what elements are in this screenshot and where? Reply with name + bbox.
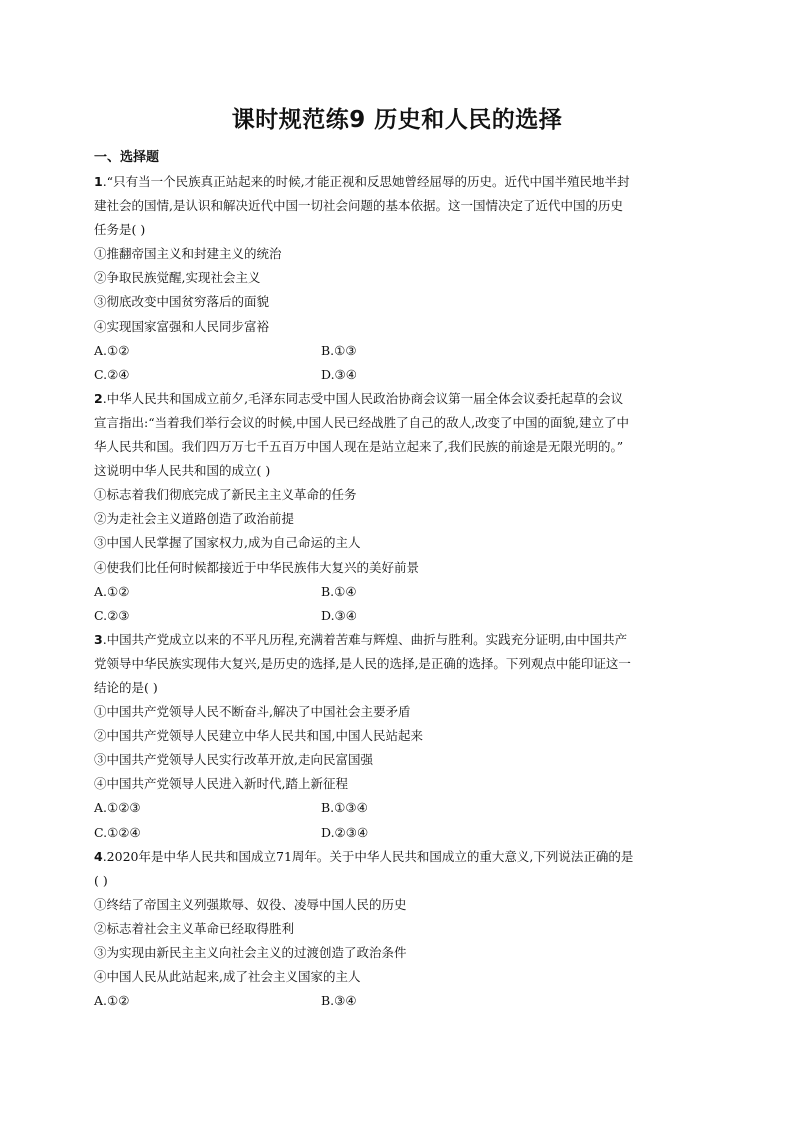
answer-choice-b[interactable]: B.①③ [321,342,357,358]
stem-text: .“只有当一个民族真正站起来的时候,才能正视和反思她曾经屈辱的历史。近代中国半殖民地半封 [102,174,630,189]
stem-line [94,628,700,652]
stem-text: .2020年是中华人民共和国成立71周年。关于中华人民共和国成立的重大意义,下列说法正确的是 [102,848,634,864]
answer-choice-b[interactable]: B.③④ [321,993,357,1009]
stem-line: 建社会的国情,是认识和解决近代中国一切社会问题的基本依据。这一国情决定了近代中国的历史 [94,198,623,214]
answer-choice-b[interactable]: B.①④ [321,583,357,599]
document-page [94,100,700,1013]
stem-line: 任务是( ) [94,222,146,238]
option-item: ③中国人民掌握了国家权力,成为自己命运的主人 [94,535,361,551]
answer-choices [94,580,700,628]
page-title: 课时规范练9 历史和人民的选择 [231,107,563,133]
stem-line [94,845,700,869]
answer-choice-a[interactable]: A.①② [94,342,130,358]
answer-choice-a[interactable]: A.①② [94,583,130,599]
option-item: ③中国共产党领导人民实行改革开放,走向民富国强 [94,752,373,768]
stem-line: ( ) [94,872,108,888]
answer-choice-c[interactable]: C.②③ [94,607,130,623]
option-item: ③彻底改变中国贫穷落后的面貌 [94,294,270,310]
stem-line: 这说明中华人民共和国的成立( ) [94,463,271,479]
question-number: 3 [94,631,103,647]
option-item: ②中国共产党领导人民建立中华人民共和国,中国人民站起来 [94,728,423,744]
answer-choices [94,989,700,1013]
question-number: 1 [94,174,103,189]
answer-choices [94,339,700,387]
question-number: 4 [94,848,103,864]
answer-choice-d[interactable]: D.②③④ [321,824,369,840]
option-item: ④使我们比任何时候都接近于中华民族伟大复兴的美好前景 [94,559,420,575]
stem-line: 党领导中华民族实现伟大复兴,是历史的选择,是人民的选择,是正确的选择。下列观点中能印证这一 [94,655,631,671]
option-item: ①标志着我们彻底完成了新民主主义革命的任务 [94,487,357,503]
option-item: ①终结了帝国主义列强欺辱、奴役、凌辱中国人民的历史 [94,896,407,912]
stem-line [94,387,700,411]
option-item: ②为走社会主义道路创造了政治前提 [94,511,295,527]
stem-line [94,170,700,194]
question-number: 2 [94,390,103,406]
question-1 [94,170,700,387]
option-item: ②标志着社会主义革命已经取得胜利 [94,920,295,936]
stem-text: .中国共产党成立以来的不平凡历程,充满着苦难与辉煌、曲折与胜利。实践充分证明,由中国共产 [102,631,628,647]
option-item: ③为实现由新民主主义向社会主义的过渡创造了政治条件 [94,945,407,960]
answer-choice-d[interactable]: D.③④ [321,607,357,623]
question-stem [94,170,700,242]
option-item: ①推翻帝国主义和封建主义的统治 [94,246,282,262]
question-stem [94,387,700,483]
answer-choice-c[interactable]: C.②④ [94,366,130,382]
answer-choice-a[interactable]: A.①② [94,993,130,1009]
answer-choice-c[interactable]: C.①②④ [94,824,141,840]
question-4 [94,845,700,1014]
section-heading: 一、选择题 [94,150,160,165]
answer-choice-d[interactable]: D.③④ [321,366,357,382]
answer-choice-a[interactable]: A.①②③ [94,800,141,816]
question-stem [94,845,700,893]
option-item: ④中国人民从此站起来,成了社会主义国家的主人 [94,969,361,985]
stem-line: 宣言指出:“当着我们举行会议的时候,中国人民已经战胜了自己的敌人,改变了中国的面貌,建立了中 [94,414,630,430]
option-item: ④实现国家富强和人民同步富裕 [94,318,270,334]
option-item: ④中国共产党领导人民进入新时代,踏上新征程 [94,776,348,792]
answer-choice-b[interactable]: B.①③④ [321,800,368,816]
option-item: ②争取民族觉醒,实现社会主义 [94,270,261,286]
option-item: ①中国共产党领导人民不断奋斗,解决了中国社会主要矛盾 [94,704,411,720]
stem-line: 结论的是( ) [94,679,158,695]
stem-line: 华人民共和国。我们四万万七千五百万中国人现在是站立起来了,我们民族的前途是无限光明的。” [94,439,624,455]
answer-choices [94,796,700,844]
stem-text: .中华人民共和国成立前夕,毛泽东同志受中国人民政治协商会议第一届全体会议委托起草的会议 [102,390,624,406]
question-2 [94,387,700,628]
question-stem [94,628,700,700]
question-3 [94,628,700,845]
